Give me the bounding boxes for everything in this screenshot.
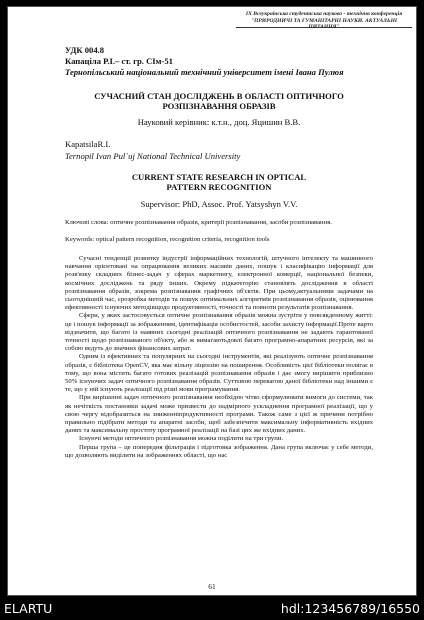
authors-ua: Капацiла Р.І.– ст. гр. СІм-51 xyxy=(65,56,173,66)
body-paragraph: Перша група – це попередня фільтрація і підготовка зображення. Дана група включає у себе методи, що дозволяють виділити на зображеннях області, що нас xyxy=(65,443,373,459)
article-body xyxy=(65,255,373,460)
supervisor-en: Supervisor: PhD, Assoc. Prof. Yatsyshyn V.V. xyxy=(140,199,298,209)
page-number: 61 xyxy=(208,582,216,591)
affiliation-en: Ternopil Ivan Pul`uj National Technical University xyxy=(65,151,241,161)
document-page xyxy=(7,6,417,596)
affiliation-ua: Тернопільський національний технічний університет імені Івана Пулюя xyxy=(65,67,344,77)
body-paragraph: Існуючі методи оптичного розпізнавання можна поділити на три групи. xyxy=(79,435,284,443)
body-paragraph: Одним із ефективних та популярних на сьогодні інструментів, які реалізують оптичне розпізнавання образів, є бібліотека OpenCV, яка має вільну ліцензію на поширення. Особливість цієї бібліотеки полягає в тому, що вона містить багато готових реалізацій розпізнавання образів і дає змогу вирішити приблизно 50% існуючих задач оптичного розпізнавання образів. Суттєвою перевагою даної бібліотеки над іншими є те, що у ній існують реалізації під різні мови програмування. xyxy=(65,353,373,394)
footer-handle-link[interactable]: hdl:123456789/16550 xyxy=(280,601,420,616)
header-rule xyxy=(236,27,412,28)
supervisor-ua: Науковий керівник: к.т.н., доц. Яцишин В.В. xyxy=(137,117,301,127)
author-en: KapatsilaR.I. xyxy=(65,139,111,149)
footer-repository-label: ELARTU xyxy=(4,601,53,616)
title-en: CURRENT STATE RESEARCH IN OPTICAL PATTERN RECOGNITION xyxy=(131,172,307,192)
udc-code: УДК 004.8 xyxy=(65,45,105,55)
body-paragraph: Сфери, у яких застосовується оптичне розпізнавання образів можна зустріти у повсякденному житті: це і пошук інформації за зображенням, ідентифікація особистостей, засоби захисту інформації.Проте варто відзначити, що багато із наявних сьогодні реалізацій оптичного розпізнавання не задають гарантованої точності щодо розпізнаваного об'єкту, або ж вимагаютьдовлі багато програмно-апаратних ресурсів, які за собою ведуть до значних фінансових затрат. xyxy=(65,312,373,353)
body-paragraph: Сучасні тенденції розвитку індустрії інформаційних технологій, штучного інтелекту та машинного навчання орієнтовані на опрацювання великих масивів даних, пошук і класифікацію інформації для розв'язку складних бізнес-задач у сферах маркетингу, електронної комерції, національної безпеки, космічних досліджень та ряду інших. Окрему підкатегорію становлять дослідження в області розпізнавання образів, зокрема розпізнавання графічних об'єктів. При цьому,актуальними задачами на сьогоднішній час, єрозробка методів та пошук оптимальних алгоритмів розпізнавання образів, оцінювання ефективності існуючих методівщодо продуктивності, точності та повноти результатів розпізнавання. xyxy=(65,255,373,312)
keywords-en: Keywords: optical pattern recognition, recognition criteria, recognition tools xyxy=(65,236,270,243)
title-ua: СУЧАСНИЙ СТАН ДОСЛІДЖЕНЬ В ОБЛАСТІ ОПТИЧНОГО РОЗПІЗНАВАННЯ ОБРАЗІВ xyxy=(94,91,344,111)
keywords-ua: Ключові слова: оптичне розпізнавання образів, критерії розпізнавання, засоби розпізнавання. xyxy=(65,219,332,226)
conference-header: IX Всеукраїнська студентська науково - технічна конференція "ПРИРОДНИЧІ ТА ГУМАНІТАРНІ НАУКИ. АКТУАЛЬНІ ПИТАННЯ" xyxy=(245,11,403,31)
body-paragraph: При вирішенні задач оптичного розпізнавання необхідно чітко сформулювати вимоги до системи, так як нечіткість постановки задачі може призвести до надмірного ускладнення програмної реалізації, що у свою чергу відобразиться на зниженніпродуктивності програми. Також саме з цієї ж причини потрібно правильно підібрати методи та апаратні засоби, щоб забезпечити максимальну інформативність вхідних даних та максимальну простоту програмної реалізації на базі цих же вхідних даних. xyxy=(65,394,373,435)
footer-bar xyxy=(0,598,424,620)
